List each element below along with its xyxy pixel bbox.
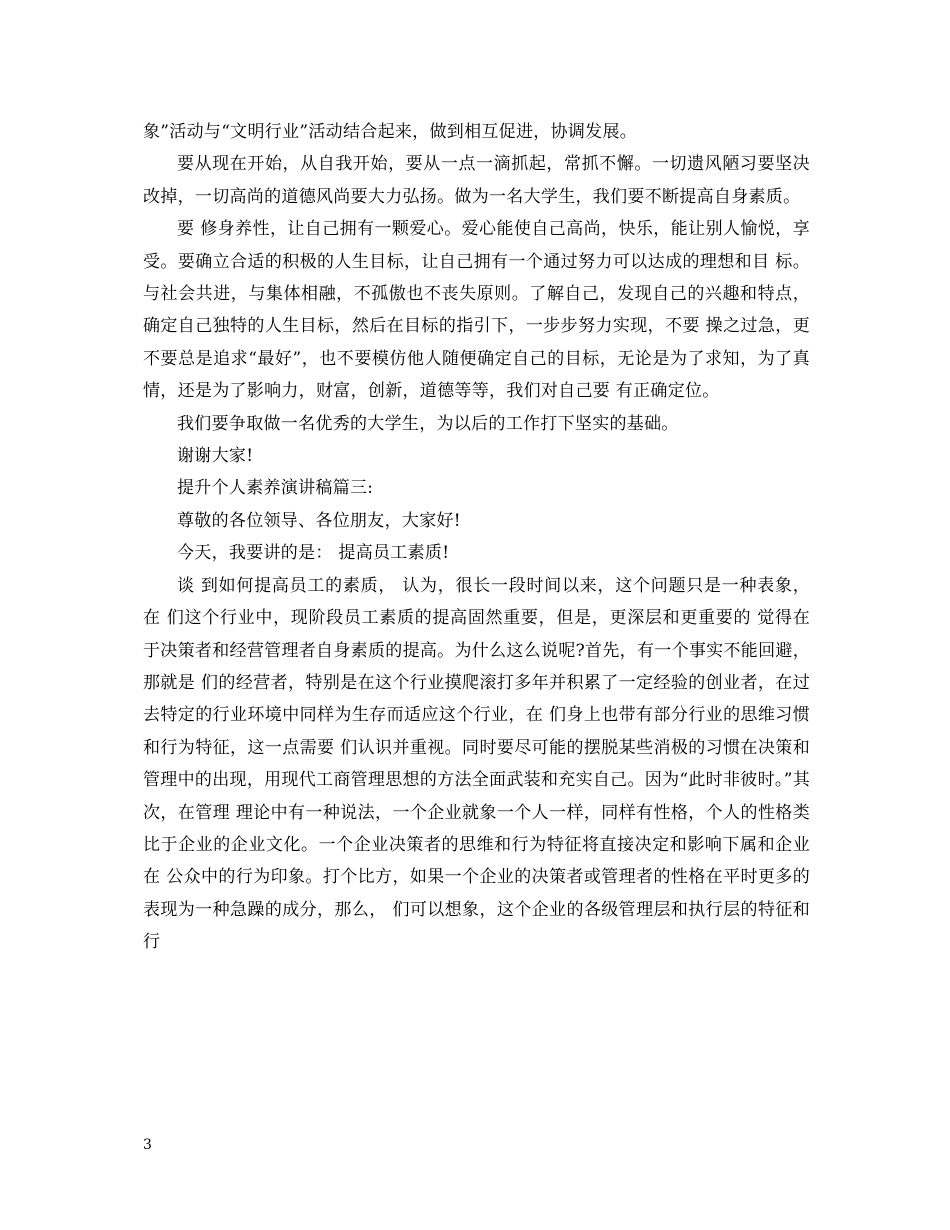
section-heading: 提升个人素养演讲稿篇三: <box>177 478 374 499</box>
paragraph-4: 我们要争取做一名优秀的大学生，为以后的工作打下坚实的基础。 <box>177 413 679 434</box>
page-number: 3 <box>143 1137 152 1153</box>
paragraph-1: 象”活动与“文明行业”活动结合起来，做到相互促进，协调发展。 <box>143 122 638 142</box>
paragraph-3: 要 修身养性，让自己拥有一颗爱心。爱心能使自己高尚，快乐，能让别人愉悦，享受。要确立合适的积极的人生目标，让自己拥有一个通过努力可以达成的理想和目 标。与社会共进，与集体相融，不孤傲也不丧失原则。了解自己，发现自己的兴趣和特点，确定自己独特的人生目标，然后在目标的指引下，一步步努力实现，不要 操之过急，更不要总是追求“最好”，也不要模仿他人随便确定自己的目标，无论是为了求知，为了真情，还是为了影响力，财富，创新，道德等等，我们对自己要 有正确定位。 <box>143 219 810 402</box>
paragraph-2: 要从现在开始，从自我开始，要从一点一滴抓起，常抓不懈。一切遗风陋习要坚决改掉，一切高尚的道德风尚要大力弘扬。做为一名大学生，我们要不断提高自身素质。 <box>143 154 810 207</box>
paragraph-9: 谈 到如何提高员工的素质， 认为，很长一段时间以来，这个问题只是一种表象，在 们这个行业中，现阶段员工素质的提高固然重要，但是，更深层和更重要的 觉得在于决策者和经营管理者自身素质的提高。为什么这么说呢?首先，有一个事实不能回避，那就是 们的经营者，特别是在这个行业摸爬滚打多年并积累了一定经验的创业者，在过去特定的行业环境中同样为生存而适应这个行业，在 们身上也带有部分行业的思维习惯和行为特征，这一点需要 们认识并重视。同时要尽可能的摆脱某些消极的习惯在决策和管理中的出现，用现代工商管理思想的方法全面武装和充实自己。因为“此时非彼时。”其次，在管理 理论中有一种说法，一个企业就象一个人一样，同样有性格，个人的性格类比于企业的企业文化。一个企业决策者的思维和行为特征将直接决定和影响下属和企业在 公众中的行为印象。打个比方，如果一个企业的决策者或管理者的性格在平时更多的表现为一种急躁的成分，那么， 们可以想象，这个企业的各级管理层和执行层的特征和行 <box>143 575 810 953</box>
topic-line: 今天，我要讲的是： 提高员工素质! <box>177 543 450 564</box>
salutation: 尊敬的各位领导、各位朋友，大家好! <box>177 510 461 531</box>
paragraph-5: 谢谢大家! <box>177 446 254 467</box>
document-body <box>143 116 810 959</box>
